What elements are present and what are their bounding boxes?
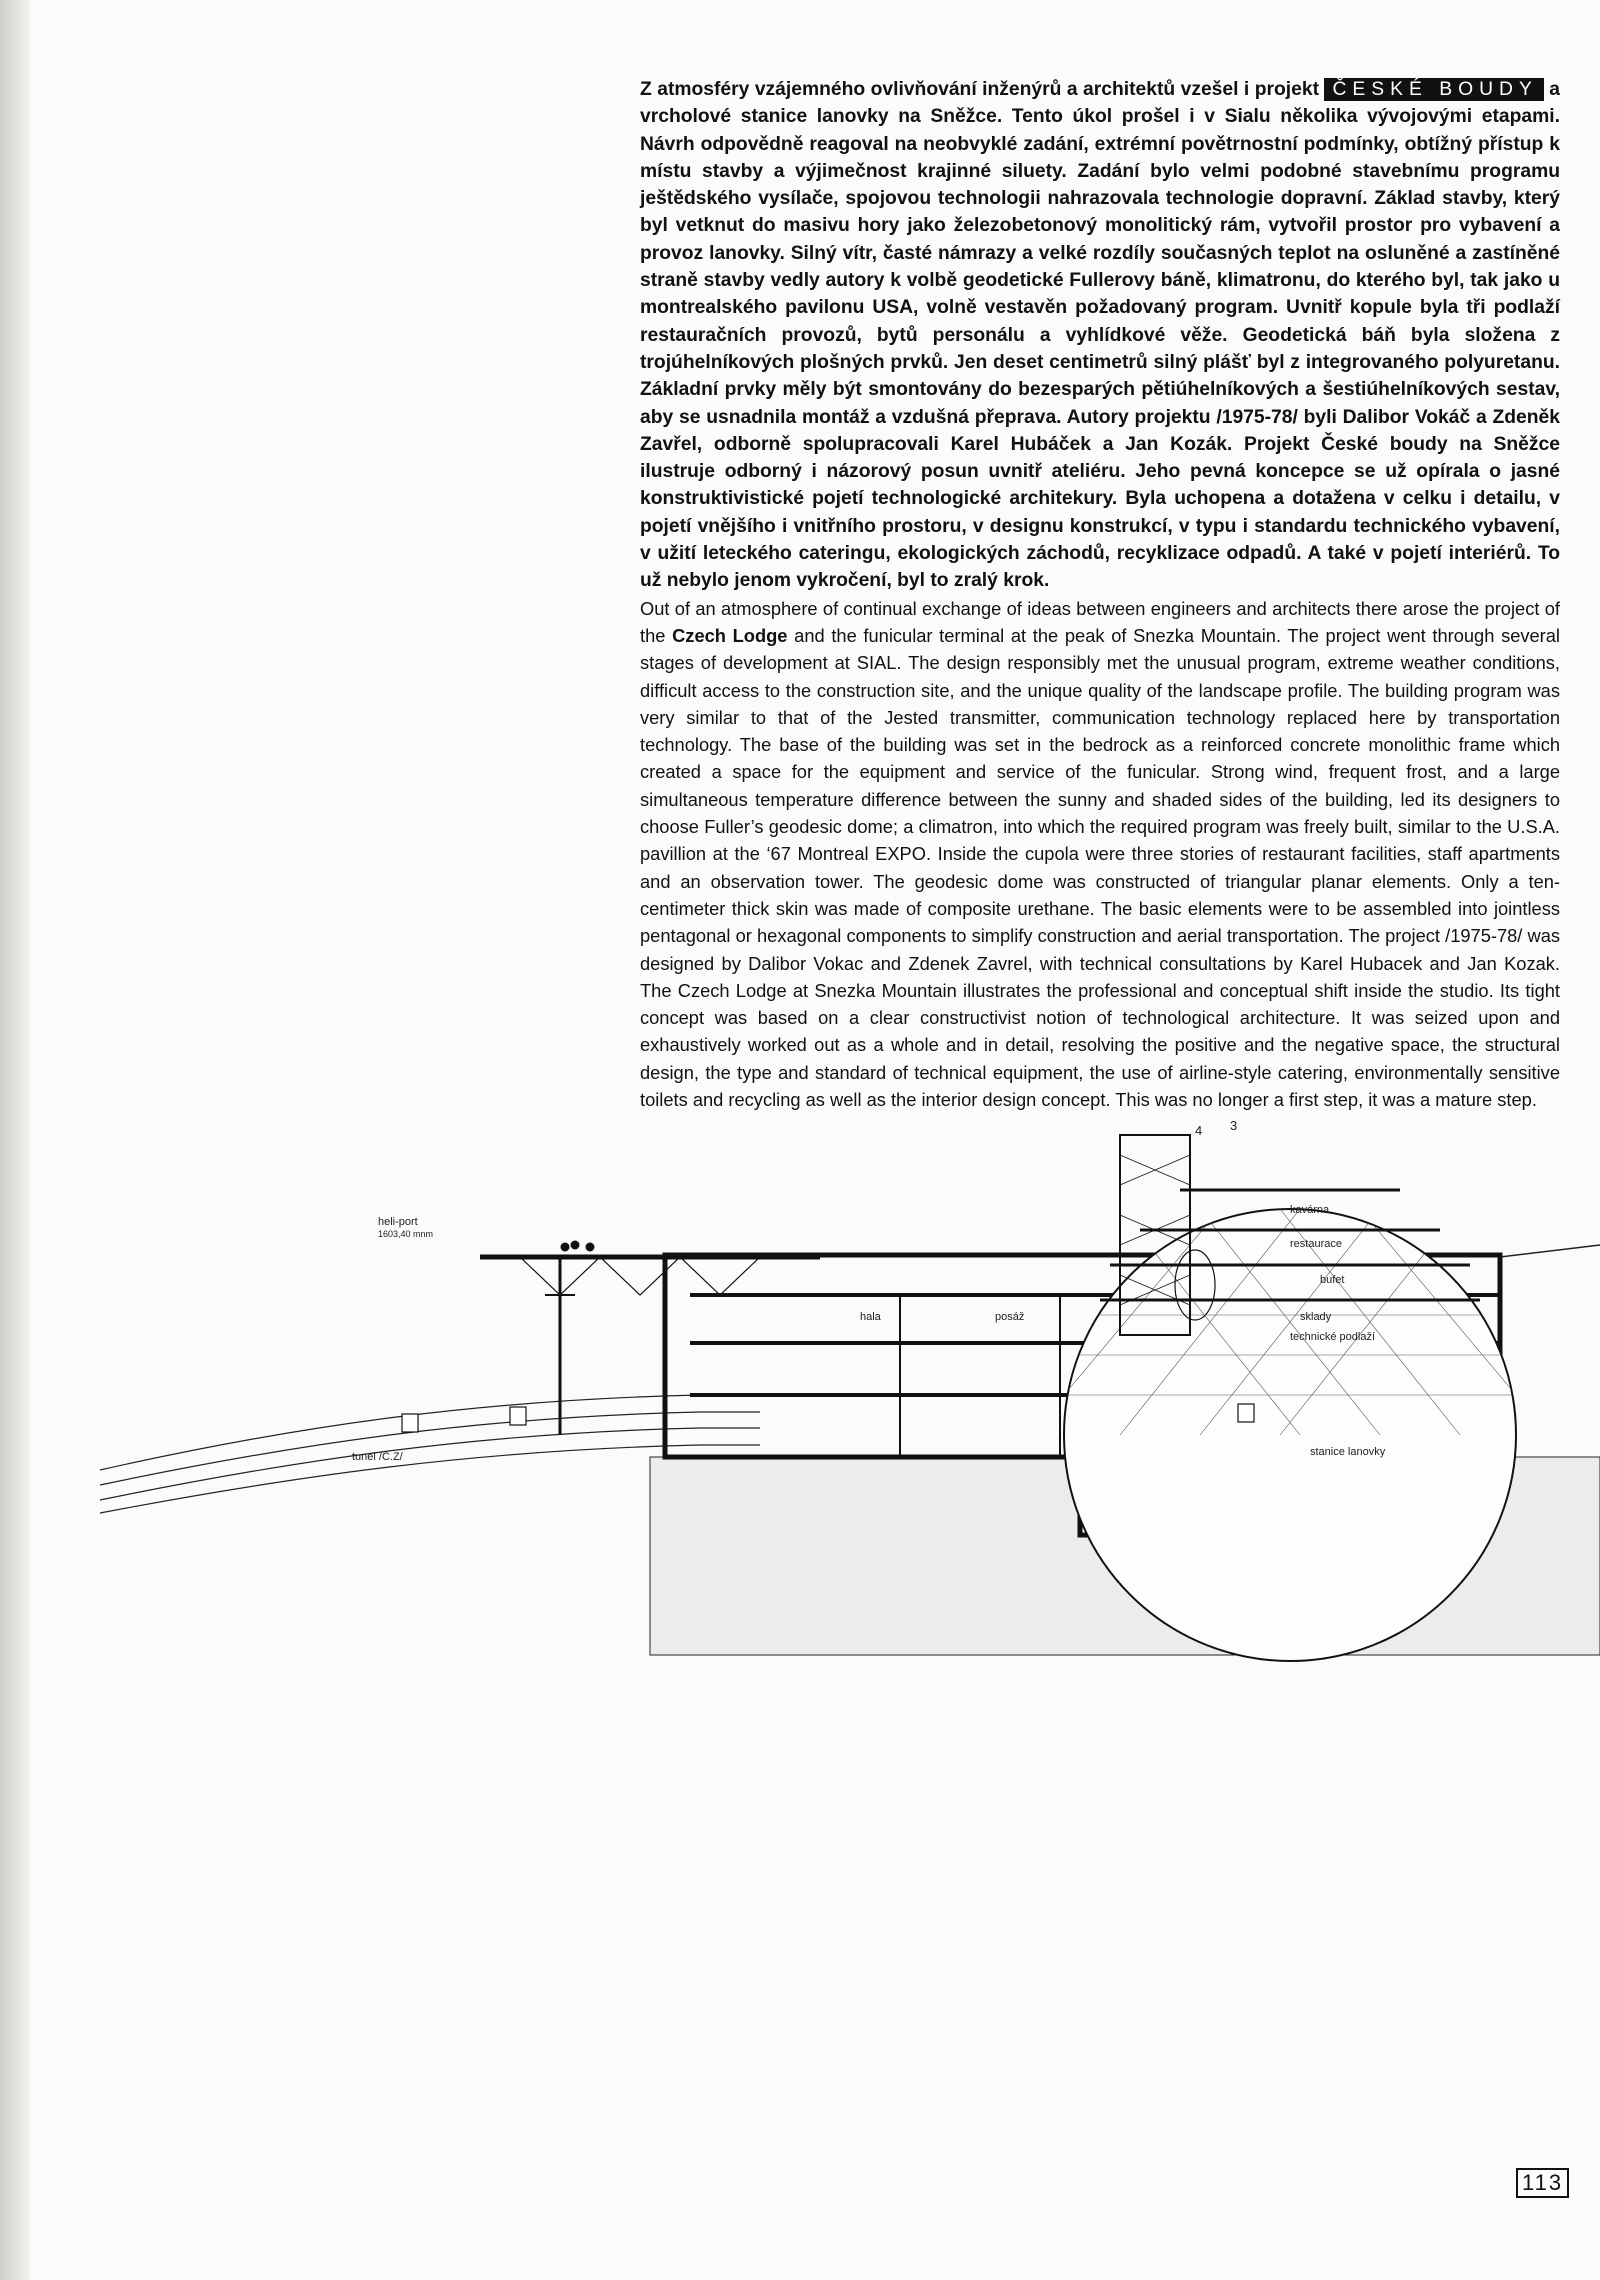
label-stanice: stanice lanovky [1310,1446,1386,1458]
label-bufet: bufet [1320,1274,1345,1286]
label-restaurace: restaurace [1290,1238,1342,1250]
label-hala: hala [860,1311,881,1323]
heliport-deck [480,1241,820,1435]
czech-paragraph [640,76,1560,595]
english-part-1: Out of an atmosphere of continual exchange of ideas between engineers and architects there arose the project of the [640,597,1560,646]
label-posaz: posáž [995,1311,1025,1323]
label-kavarna: kavárna [1290,1204,1330,1216]
label-sklady: sklady [1300,1311,1332,1323]
label-num-3: 3 [1230,1118,1238,1133]
english-paragraph [640,595,1560,1114]
slope-right [1500,1245,1600,1257]
label-technicke: technické podlaží [1290,1331,1375,1343]
czech-lead: Z atmosféry vzájemného ovlivňování inženýrů a architektů vzešel i projekt [640,79,1320,100]
label-tunel: tunel /C.Z/ [352,1451,403,1463]
page-number: 113 [1516,2168,1569,2198]
label-heliport-dim: 1603,40 mnm [378,1229,434,1239]
english-bold-name: Czech Lodge [672,624,788,646]
czech-body: a vrcholové stanice lanovky na Sněžce. Tento úkol prošel i v Sialu několika vývojovými etapami. Návrh odpovědně reagoval na neobvyklé zadání, extrémní povětrnostní podmínky, obtížný přístup k místu stavby a výjimečnost krajinné siluety. Zadání bylo velmi podobné stavebnímu programu ještědského vysílače, spojovou technologii nahrazovala technologie dopravní. Základ stavby, který byl vetknut do masivu hory jako železobetonový monolitický rám, vytvořil prostor pro vybavení a provoz lanovky. Silný vítr, časté námrazy a velké rozdíly současných teplot na osluněné a zastíněné straně stavby vedly autory k volbě geodetické Fullerovy báně, klimatronu, do kterého byl, tak jako u montrealského pavilonu USA, volně vestavěn požadovaný program. Uvnitř kopule byla tři podlaží restauračních provozů, bytů personálu a vyhlídkové věže. Geodetická báň byla složena z trojúhelníkových plošných prvků. Jen deset centimetrů silný plášť byl z integrovaného polyuretanu. Základní prvky měly být smontovány do bezesparých pětiúhelníkových a šestiúhelníkových sestav, aby se usnadnila montáž a vzdušná přeprava. Autory projektu /1975-78/ byli Dalibor Vokáč a Zdeněk Zavřel, odborně spolupracovali Karel Hubáček a Jan Kozák. Projekt České boudy na Sněžce ilustruje odborný i názorový posun uvnitř ateliéru. Jeho pevná koncepce se už opírala o jasné konstruktivistické pojetí technologické architekury. Byla uchopena a dotažena v celku i detailu, v pojetí vnějšího i vnitřního prostoru, v designu konstrukcí, v typu i standardu technického vybavení, v užití leteckého cateringu, ekologických záchodů, recyklizace odpadů. A také v pojetí interiérů. To už nebylo jenom vykročení, byl to zralý krok. [640,79,1561,592]
project-title-tag: ČESKÉ BOUDY [1324,78,1543,101]
english-part-2: and the funicular terminal at the peak of Snezka Mountain. The project went through several stages of development at SIAL. The design responsibly met the unusual program, extreme weather conditions, difficult access to the construction site, and the unique quality of the landscape profile. The building program was very similar to that of the Jested transmitter, communication technology replaced here by transportation technology. The base of the building was set in the bedrock as a reinforced concrete monolithic frame which created a space for the equipment and service of the funicular. Strong wind, frequent frost, and a large simultaneous temperature difference between the sunny and shaded sides of the building, led its designers to choose Fuller’s geodesic dome; a climatron, into which the required program was freely built, similar to the U.S.A. pavillion at the ‘67 Montreal EXPO. Inside the cupola were three stories of restaurant facilities, staff apartments and an observation tower. The geodesic dome was constructed of triangular planar elements. Only a ten-centimeter thick skin was made of composite urethane. The basic elements were to be assembled into jointless pentagonal or hexagonal components to simplify construction and aerial transportation. The project /1975-78/ was designed by Dalibor Vokac and Zdenek Zavrel, with technical consultations by Karel Hubacek and Jan Kozak. The Czech Lodge at Snezka Mountain illustrates the professional and conceptual shift inside the studio. Its tight concept was based on a clear constructivist notion of technological architecture. It was seized upon and exhaustively worked out as a whole and in detail, resolving the positive and the negative space, the structural design, the type and standard of technical equipment, the use of airline-style catering, environmentally sensitive toilets and recycling as well as the interior design concept. This was no longer a first step, it was a mature step. [640,624,1560,1110]
text-column [640,76,1560,1113]
label-heliport: heli-port [378,1216,418,1228]
label-num-4: 4 [1195,1123,1203,1138]
section-drawing [0,1118,1600,1655]
book-gutter-shadow [0,0,30,2280]
